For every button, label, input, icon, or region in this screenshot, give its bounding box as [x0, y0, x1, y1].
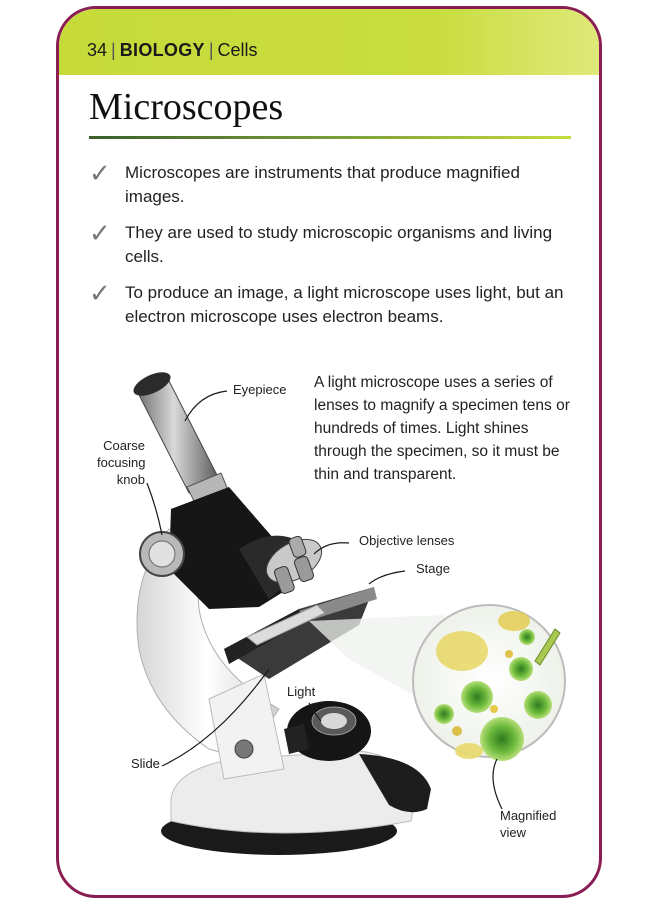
label-eyepiece: Eyepiece	[233, 382, 287, 397]
section-label: Cells	[217, 40, 258, 60]
label-coarse-line: knob	[116, 472, 145, 487]
subject-label: BIOLOGY	[119, 40, 205, 60]
label-slide: Slide	[131, 756, 160, 771]
eyepiece-tube	[130, 367, 231, 511]
bullet-text: They are used to study microscopic organisms and living cells.	[125, 223, 553, 266]
header-separator: |	[111, 40, 116, 60]
header-separator: |	[208, 40, 214, 60]
coarse-focus-knob	[140, 532, 184, 576]
magnified-view	[413, 605, 565, 761]
light-source	[284, 701, 371, 761]
label-magnified-line: Magnified	[500, 808, 557, 823]
label-coarse-line: Coarse	[103, 438, 145, 453]
label-magnified-view	[500, 807, 556, 841]
check-icon: ✓	[89, 159, 111, 189]
check-icon: ✓	[89, 219, 111, 249]
flashcard	[56, 6, 602, 898]
microscope-base	[161, 751, 431, 855]
label-magnified-line: view	[500, 825, 527, 840]
description-text: A light microscope uses a series of lenses to magnify a specimen tens or hundreds of times. Light shines through the specimen, so it must be thin and transparent.	[314, 374, 570, 483]
bullet-text: Microscopes are instruments that produce magnified images.	[125, 163, 520, 206]
label-coarse	[97, 437, 145, 488]
bullet-text: To produce an image, a light microscope uses light, but an electron microscope uses electron beams.	[125, 283, 564, 326]
label-objective-lenses: Objective lenses	[359, 533, 455, 548]
page-title: Microscopes	[89, 86, 284, 128]
label-coarse-line: focusing	[97, 455, 146, 470]
page-number: 34	[87, 40, 108, 60]
check-icon: ✓	[89, 279, 111, 309]
label-light: Light	[287, 684, 316, 699]
label-stage: Stage	[416, 561, 450, 576]
